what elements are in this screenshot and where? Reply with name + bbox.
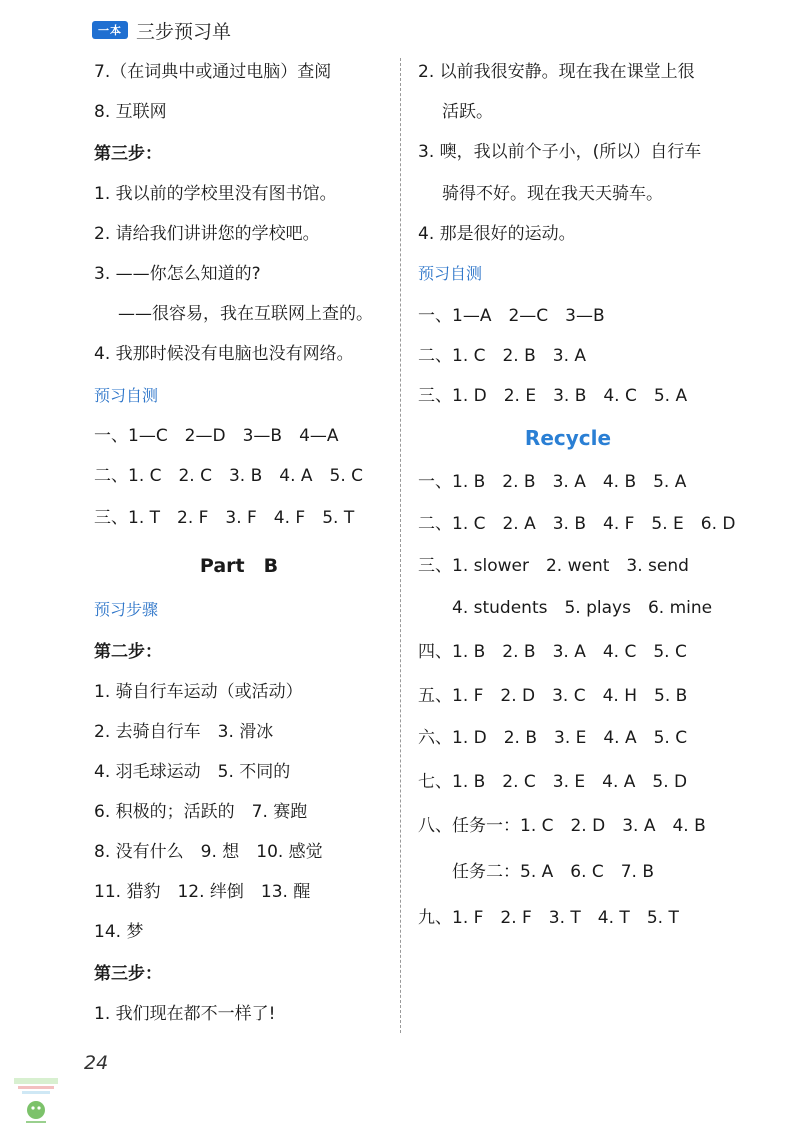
left-line-14: 预习步骤: [94, 600, 159, 619]
right-line-5: 4. 那是很好的运动。: [418, 224, 576, 244]
right-line-6: 预习自测: [418, 264, 483, 283]
left-line-6: 3. ——你怎么知道的?: [94, 264, 261, 284]
right-line-3: 3. 噢，我以前个子小，(所以）自行车: [418, 142, 702, 162]
right-line-2: 活跃。: [442, 102, 493, 122]
page-number: 24: [84, 1052, 109, 1074]
left-line-23: 第三步：: [94, 964, 162, 984]
right-line-18: 七、1. B 2. C 3. E 4. A 5. D: [418, 772, 688, 792]
left-line-17: 2. 去骑自行车 3. 滑冰: [94, 722, 274, 742]
left-line-7: ——很容易，我在互联网上查的。: [118, 304, 373, 324]
left-line-22: 14. 梦: [94, 922, 144, 942]
left-line-18: 4. 羽毛球运动 5. 不同的: [94, 762, 291, 782]
right-line-15: 四、1. B 2. B 3. A 4. C 5. C: [418, 642, 687, 662]
left-line-3: 第三步：: [94, 144, 162, 164]
right-line-13: 三、1. slower 2. went 3. send: [418, 556, 689, 576]
page-header: [92, 16, 231, 44]
right-line-17: 六、1. D 2. B 3. E 4. A 5. C: [418, 728, 688, 748]
right-line-14: 4. students 5. plays 6. mine: [452, 598, 713, 618]
right-line-9: 三、1. D 2. E 3. B 4. C 5. A: [418, 386, 688, 406]
left-line-19: 6. 积极的；活跃的 7. 赛跑: [94, 802, 308, 822]
left-line-24: 1. 我们现在都不一样了!: [94, 1004, 276, 1024]
right-line-16: 五、1. F 2. D 3. C 4. H 5. B: [418, 686, 688, 706]
right-line-11: 一、1. B 2. B 3. A 4. B 5. A: [418, 472, 687, 492]
right-line-10: Recycle: [524, 426, 612, 450]
left-line-15: 第二步：: [94, 642, 162, 662]
left-line-1: 7.（在词典中或通过电脑）查阅: [94, 62, 332, 82]
left-line-12: 三、1. T 2. F 3. F 4. F 5. T: [94, 508, 355, 528]
right-line-21: 九、1. F 2. F 3. T 4. T 5. T: [418, 908, 679, 928]
left-line-2: 8. 互联网: [94, 102, 167, 122]
left-line-9: 预习自测: [94, 386, 159, 405]
left-line-5: 2. 请给我们讲讲您的学校吧。: [94, 224, 320, 244]
right-line-20: 任务二：5. A 6. C 7. B: [452, 862, 655, 882]
right-line-19: 八、任务一：1. C 2. D 3. A 4. B: [418, 816, 706, 836]
header-title: 三步预习单: [136, 20, 232, 43]
left-line-20: 8. 没有什么 9. 想 10. 感觉: [94, 842, 323, 862]
left-line-13: Part B: [199, 555, 279, 577]
left-line-16: 1. 骑自行车运动（或活动）: [94, 682, 303, 702]
right-line-7: 一、1—A 2—C 3—B: [418, 306, 605, 326]
left-line-4: 1. 我以前的学校里没有图书馆。: [94, 184, 337, 204]
right-line-12: 二、1. C 2. A 3. B 4. F 5. E 6. D: [418, 514, 736, 534]
brand-logo: 一本: [92, 21, 128, 39]
left-line-21: 11. 猎豹 12. 绊倒 13. 醒: [94, 882, 311, 902]
right-line-4: 骑得不好。现在我天天骑车。: [442, 184, 663, 204]
column-divider: [400, 58, 401, 1033]
right-line-1: 2. 以前我很安静。现在我在课堂上很: [418, 62, 695, 82]
left-line-8: 4. 我那时候没有电脑也没有网络。: [94, 344, 354, 364]
mascot-icon: [12, 1076, 60, 1126]
left-line-11: 二、1. C 2. C 3. B 4. A 5. C: [94, 466, 364, 486]
left-line-10: 一、1—C 2—D 3—B 4—A: [94, 426, 339, 446]
right-line-8: 二、1. C 2. B 3. A: [418, 346, 587, 366]
